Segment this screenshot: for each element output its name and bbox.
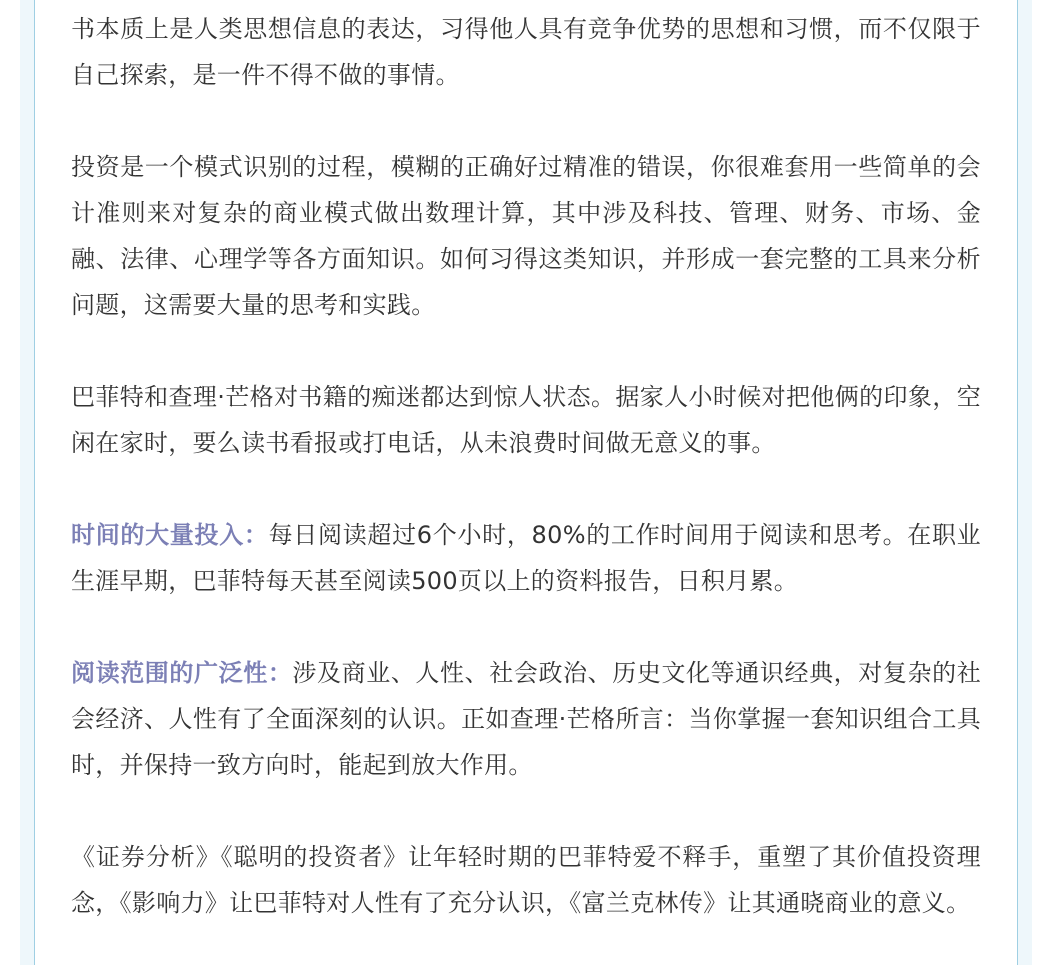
left-frame-border	[20, 0, 35, 965]
time-investment-label: 时间的大量投入：	[71, 521, 269, 549]
article-body	[71, 6, 981, 926]
time-investment-text: 每日阅读超过6个小时，80%的工作时间用于阅读和思考。在职业生涯早期，巴菲特每天甚至阅读500页以上的资料报告，日积月累。	[71, 521, 981, 595]
reading-breadth-text: 涉及商业、人性、社会政治、历史文化等通识经典，对复杂的社会经济、人性有了全面深刻的认识。正如查理·芒格所言：当你掌握一套知识组合工具时，并保持一致方向时，能起到放大作用。	[71, 659, 981, 779]
paragraph-4	[71, 512, 981, 604]
paragraph-6: 《证券分析》《聪明的投资者》让年轻时期的巴菲特爱不释手，重塑了其价值投资理念，《影响力》让巴菲特对人性有了充分认识，《富兰克林传》让其通晓商业的意义。	[71, 843, 981, 917]
paragraph-1: 书本质上是人类思想信息的表达，习得他人具有竞争优势的思想和习惯，而不仅限于自己探索，是一件不得不做的事情。	[71, 15, 981, 89]
paragraph-3: 巴菲特和查理·芒格对书籍的痴迷都达到惊人状态。据家人小时候对把他俩的印象，空闲在家时，要么读书看报或打电话，从未浪费时间做无意义的事。	[71, 383, 981, 457]
right-frame-border	[1017, 0, 1032, 965]
paragraph-5	[71, 650, 981, 788]
reading-breadth-label: 阅读范围的广泛性：	[71, 659, 293, 687]
paragraph-2: 投资是一个模式识别的过程，模糊的正确好过精准的错误，你很难套用一些简单的会计准则来对复杂的商业模式做出数理计算，其中涉及科技、管理、财务、市场、金融、法律、心理学等各方面知识。如何习得这类知识，并形成一套完整的工具来分析问题，这需要大量的思考和实践。	[71, 153, 981, 319]
